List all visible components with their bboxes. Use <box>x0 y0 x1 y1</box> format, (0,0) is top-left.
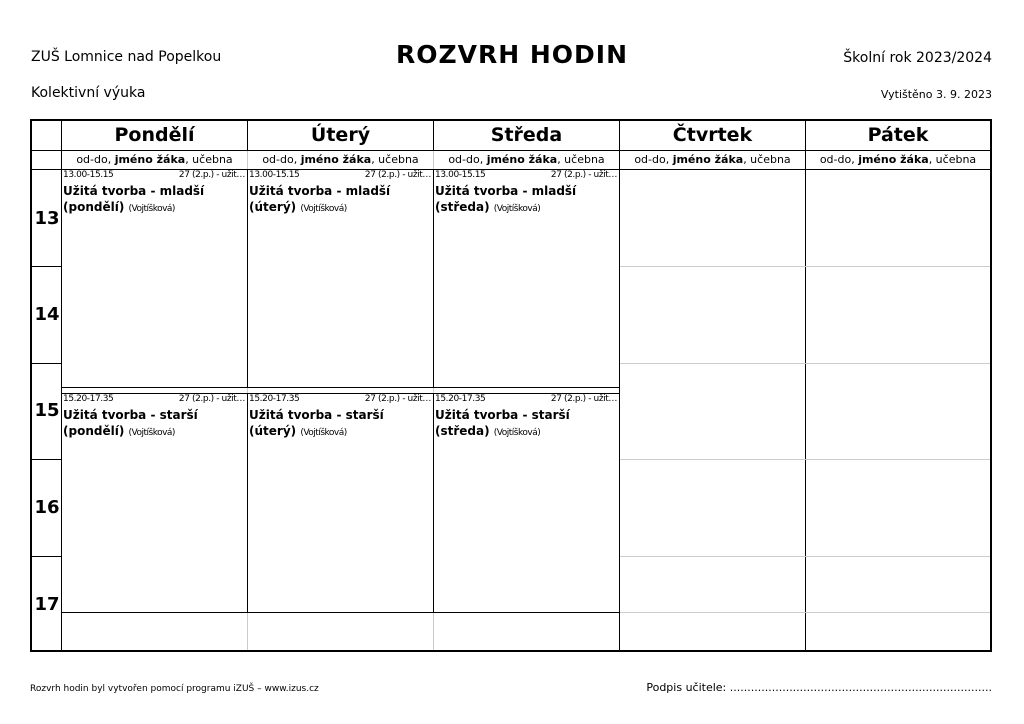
subheader-student: jméno žáka <box>114 153 186 166</box>
hour-label: 17 <box>34 594 60 615</box>
timetable-grid <box>30 119 992 652</box>
hour-label: 13 <box>34 208 60 229</box>
subheader-range: od-do, <box>634 153 673 166</box>
lesson-time: 13.00-15.15 <box>63 170 114 180</box>
grid-line <box>32 556 62 557</box>
lesson-block[interactable] <box>247 393 434 613</box>
lesson-room: 27 (2.p.) - užit… <box>550 394 617 404</box>
column-subheader <box>62 151 247 169</box>
subheader-room: , učebna <box>185 153 233 166</box>
subheader-room: , učebna <box>928 153 977 166</box>
lesson-block[interactable] <box>61 393 248 613</box>
school-name: ZUŠ Lomnice nad Popelkou <box>31 49 222 65</box>
lesson-teacher: (Vojtíšková) <box>300 428 347 438</box>
lesson-time: 13.00-15.15 <box>249 170 300 180</box>
hour-label: 15 <box>34 400 60 421</box>
lesson-time: 15.20-17.35 <box>249 394 300 404</box>
subheader-student: jméno žáka <box>672 153 744 166</box>
subheader-room: , učebna <box>557 153 605 166</box>
lesson-room: 27 (2.p.) - užit… <box>364 170 431 180</box>
column-subheader <box>248 151 433 169</box>
printed-date: Vytištěno 3. 9. 2023 <box>880 88 992 101</box>
lesson-block[interactable] <box>61 169 248 388</box>
column-subheader <box>620 151 805 169</box>
lesson-room: 27 (2.p.) - užit… <box>550 170 617 180</box>
lesson-name: Užitá tvorba - starší (středa) <box>435 408 570 438</box>
school-year: Školní rok 2023/2024 <box>843 50 992 66</box>
lesson-name: Užitá tvorba - starší (pondělí) <box>63 408 198 438</box>
column-subheader <box>434 151 619 169</box>
subheader-student: jméno žáka <box>858 153 929 166</box>
subheader-range: od-do, <box>448 153 487 166</box>
lesson-room: 27 (2.p.) - užit… <box>178 394 245 404</box>
day-header-tuesday: Úterý <box>310 124 371 146</box>
lesson-teacher: (Vojtíšková) <box>128 204 175 214</box>
grid-line <box>32 363 62 364</box>
lesson-block[interactable] <box>433 393 620 613</box>
grid-line <box>805 121 806 650</box>
grid-line <box>32 459 62 460</box>
subheader-room: , učebna <box>743 153 791 166</box>
lesson-name: Užitá tvorba - mladší (středa) <box>435 184 577 214</box>
schedule-subtitle: Kolektivní výuka <box>31 85 146 101</box>
subheader-range: od-do, <box>819 153 859 166</box>
subheader-range: od-do, <box>76 153 115 166</box>
lesson-name: Užitá tvorba - mladší (pondělí) <box>63 184 205 214</box>
lesson-block[interactable] <box>433 169 620 388</box>
day-header-thursday: Čtvrtek <box>672 124 753 146</box>
hour-label: 14 <box>34 304 60 325</box>
grid-line <box>32 266 62 267</box>
day-header-wednesday: Středa <box>490 124 563 146</box>
lesson-teacher: (Vojtíšková) <box>493 204 541 214</box>
lesson-time: 13.00-15.15 <box>435 170 486 180</box>
day-header-friday: Pátek <box>867 124 929 146</box>
lesson-block[interactable] <box>247 169 434 388</box>
footer-credit: Rozvrh hodin byl vytvořen pomocí programu iZUŠ – www.izus.cz <box>30 684 319 694</box>
subheader-range: od-do, <box>262 153 301 166</box>
lesson-teacher: (Vojtíšková) <box>300 204 347 214</box>
lesson-time: 15.20-17.35 <box>63 394 114 404</box>
lesson-room: 27 (2.p.) - užit… <box>364 394 431 404</box>
lesson-room: 27 (2.p.) - užit… <box>178 170 245 180</box>
subheader-room: , učebna <box>371 153 419 166</box>
lesson-name: Užitá tvorba - mladší (úterý) <box>249 184 391 214</box>
lesson-name: Užitá tvorba - starší (úterý) <box>249 408 384 438</box>
teacher-signature-line: Podpis učitele: ........................................................................... <box>646 681 992 694</box>
hour-label: 16 <box>34 497 60 518</box>
lesson-teacher: (Vojtíšková) <box>128 428 175 438</box>
day-header-monday: Pondělí <box>114 124 195 146</box>
lesson-teacher: (Vojtíšková) <box>493 428 541 438</box>
subheader-student: jméno žáka <box>300 153 372 166</box>
subheader-student: jméno žáka <box>486 153 558 166</box>
page-title: ROZVRH HODIN <box>395 40 628 69</box>
lesson-time: 15.20-17.35 <box>435 394 486 404</box>
column-subheader <box>806 151 990 169</box>
